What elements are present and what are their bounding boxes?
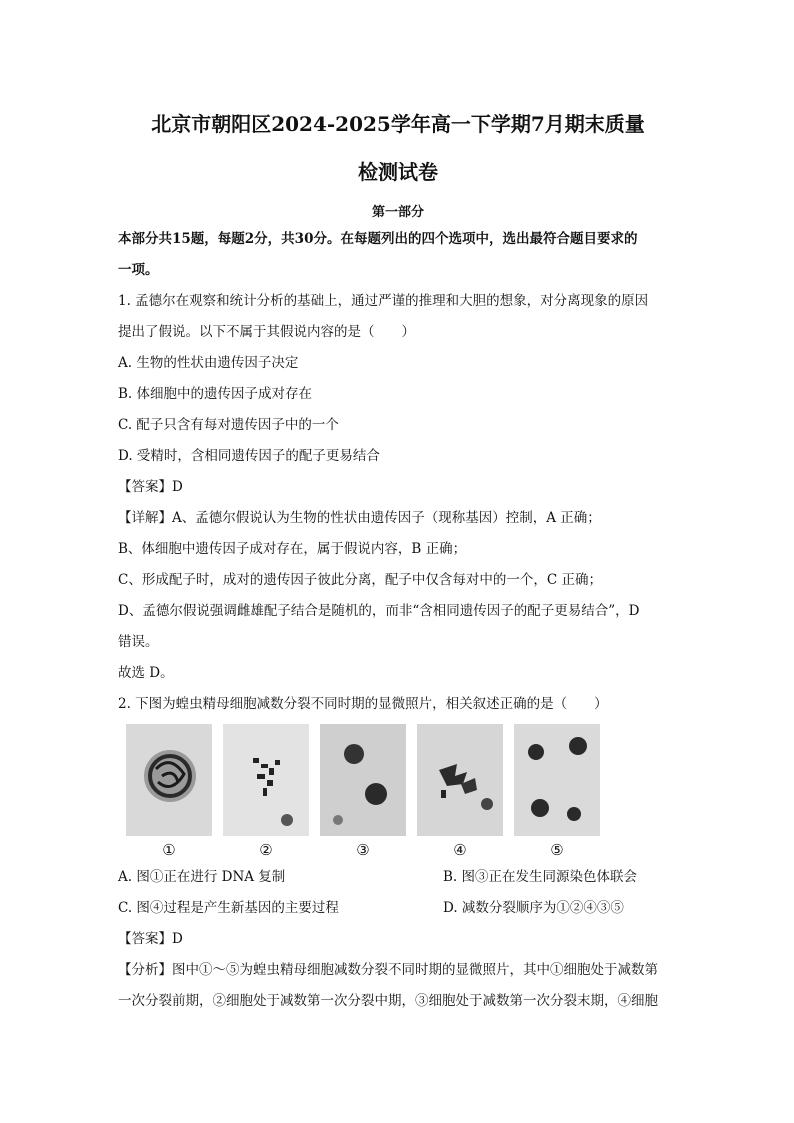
q1-option-c: C. 配子只含有每对遗传因子中的一个	[118, 417, 339, 433]
q1-explain-2: B、体细胞中遗传因子成对存在，属于假说内容，B 正确；	[118, 541, 467, 557]
q2-answer: 【答案】D	[118, 931, 183, 947]
q1-explain-3: C、形成配子时，成对的遗传因子彼此分离，配子中仅含每对中的一个，C 正确；	[118, 572, 602, 588]
q1-option-a: A. 生物的性状由遗传因子决定	[118, 355, 299, 371]
q2-stem: 2. 下图为蝗虫精母细胞减数分裂不同时期的显微照片，相关叙述正确的是（ ）	[118, 696, 608, 712]
q1-explain-5: 错误。	[118, 634, 159, 650]
q1-stem-line-2: 提出了假说。以下不属于其假说内容的是（ ）	[118, 324, 415, 340]
q2-option-b: B. 图③正在发生同源染色体联会	[443, 869, 638, 885]
micrograph-4	[417, 724, 503, 862]
micrograph-2	[223, 724, 309, 862]
micrograph-1	[126, 724, 212, 862]
micrograph-3-image	[320, 724, 406, 836]
micrograph-5-image	[514, 724, 600, 836]
q2-options-row-1	[118, 862, 678, 893]
micrograph-row	[126, 724, 678, 862]
q2-option-a: A. 图①正在进行 DNA 复制	[118, 869, 286, 885]
instructions-line-2: 一项。	[118, 262, 159, 278]
micrograph-4-image	[417, 724, 503, 836]
q2-options-row-2	[118, 893, 678, 924]
q2-analysis-1: 【分析】图中①～⑤为蝗虫精母细胞减数分裂不同时期的显微照片，其中①细胞处于减数第	[118, 962, 658, 978]
title-line-1: 北京市朝阳区2024-2025学年高一下学期7月期末质量	[151, 112, 645, 136]
micrograph-label-4: ④	[453, 841, 467, 859]
micrograph-1-image	[126, 724, 212, 836]
instructions-line-1: 本部分共15题，每题2分，共30分。在每题列出的四个选项中，选出最符合题目要求的	[118, 231, 638, 247]
q2-option-d: D. 减数分裂顺序为①②④③⑤	[443, 900, 624, 916]
section-heading: 第一部分	[371, 205, 424, 220]
title-line-2: 检测试卷	[358, 160, 438, 184]
micrograph-2-image	[223, 724, 309, 836]
q1-explain-4: D、孟德尔假说强调雌雄配子结合是随机的，而非“含相同遗传因子的配子更易结合”，D	[118, 603, 640, 619]
micrograph-label-3: ③	[356, 841, 370, 859]
q1-option-b: B. 体细胞中的遗传因子成对存在	[118, 386, 313, 402]
micrograph-label-2: ②	[259, 841, 273, 859]
q1-explain-1: 【详解】A、孟德尔假说认为生物的性状由遗传因子（现称基因）控制，A 正确；	[118, 510, 601, 526]
q1-conclusion: 故选 D。	[118, 665, 174, 681]
document-page	[118, 100, 678, 1017]
micrograph-label-1: ①	[162, 841, 176, 859]
q2-option-c: C. 图④过程是产生新基因的主要过程	[118, 900, 339, 916]
micrograph-3	[320, 724, 406, 862]
micrograph-5	[514, 724, 600, 862]
q1-answer: 【答案】D	[118, 479, 183, 495]
q1-option-d: D. 受精时，含相同遗传因子的配子更易结合	[118, 448, 380, 464]
micrograph-label-5: ⑤	[550, 841, 564, 859]
q1-stem-line-1: 1. 孟德尔在观察和统计分析的基础上，通过严谨的推理和大胆的想象，对分离现象的原因	[118, 293, 649, 309]
q2-analysis-2: 一次分裂前期，②细胞处于减数第一次分裂中期，③细胞处于减数第一次分裂末期，④细胞	[118, 993, 658, 1009]
